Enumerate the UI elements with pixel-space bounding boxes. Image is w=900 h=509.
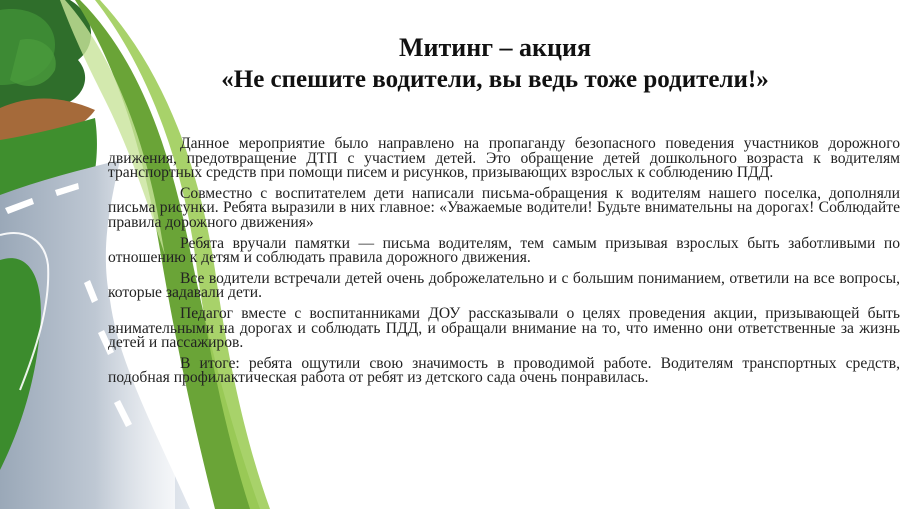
slide-title xyxy=(150,32,840,96)
paragraph: Данное мероприятие было направлено на пропаганду безопасного поведения участников дорожного движения, предотвращение ДТП с участием детей. Это обращение детей дошкольного возраста к водителям транспортных средств при помощи писем и рисунков, призывающих взрослых к соблюдению ПДД. xyxy=(108,135,900,182)
title-line-1: Митинг – акция xyxy=(398,33,592,62)
paragraph: Педагог вместе с воспитанниками ДОУ рассказывали о целях проведения акции, призывающей быть внимательными на дорогах и соблюдать ПДД, и обращали внимание на то, что именно они ответственные за жизнь детей и пассажиров. xyxy=(108,304,900,352)
body-text xyxy=(108,137,900,392)
paragraph: Все водители встречали детей очень доброжелательно и с большим пониманием, ответили на все вопросы, которые задавали дети. xyxy=(108,269,900,302)
paragraph: Совместно с воспитателем дети написали письма-обращения к водителям нашего поселка, дополняли письма рисунки. Ребята выразили в них главное: «Уважаемые водители! Будьте внимательны на дорогах! Соблюдайте правила дорожного движения» xyxy=(108,184,900,231)
paragraph: В итоге: ребята ощутили свою значимость в проводимой работе. Водителям транспортных средств, подобная профилактическая работа от ребят из детского сада очень понравилась. xyxy=(108,354,900,387)
paragraph: Ребята вручали памятки — письма водителям, тем самым призывая взрослых быть заботливыми по отношению к детям и соблюдать правила дорожного движения. xyxy=(108,234,900,267)
title-line-2: «Не спешите водители, вы ведь тоже родители!» xyxy=(221,66,769,93)
